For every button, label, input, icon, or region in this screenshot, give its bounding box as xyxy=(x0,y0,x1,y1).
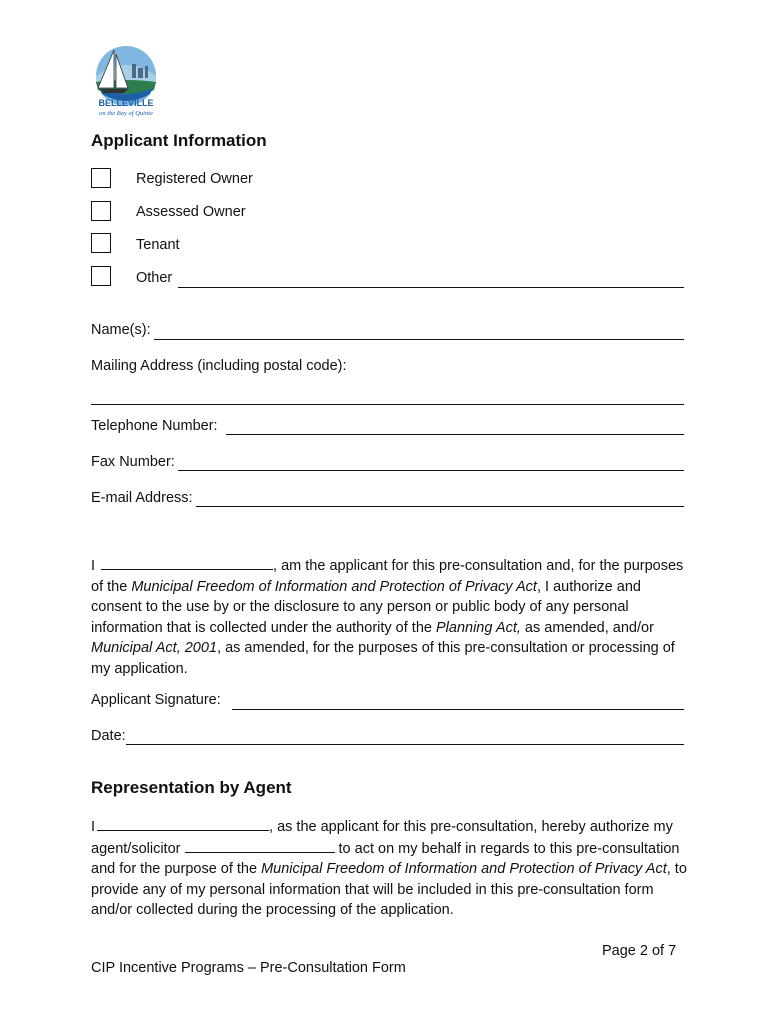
email-input-line[interactable] xyxy=(196,506,684,507)
agent-act: Municipal Freedom of Information and Protection of Privacy Act xyxy=(261,861,667,877)
consent-text-3: as amended, and/or xyxy=(520,619,654,636)
applicant-information-heading: Applicant Information xyxy=(91,131,267,150)
consent-text-1: , am the applicant for this pre-consultation and, for the purposes of the xyxy=(91,558,684,595)
agent-text-start: I xyxy=(91,819,96,835)
mailing-address-label: Mailing Address (including postal code): xyxy=(91,358,347,374)
consent-paragraph xyxy=(91,555,691,679)
agent-applicant-name-blank[interactable] xyxy=(97,816,269,831)
applicant-signature-input-line[interactable] xyxy=(232,709,684,710)
applicant-name-blank[interactable] xyxy=(101,555,273,570)
representation-by-agent-heading: Representation by Agent xyxy=(91,778,292,797)
belleville-logo xyxy=(88,44,164,120)
other-label: Other xyxy=(136,270,173,286)
names-label: Name(s): xyxy=(91,322,151,338)
agent-paragraph xyxy=(91,816,691,921)
consent-text-2: , I authorize and consent to the use by or the disclosure to any person or public body of any personal information that is collected under the authority of the xyxy=(91,578,641,636)
logo-tagline-text: on the Bay of Quinte xyxy=(99,110,153,117)
assessed-owner-checkbox[interactable] xyxy=(91,201,111,221)
agent-text-2: to act on my behalf in regards to this pre-consultation and for the purpose of the xyxy=(91,840,680,877)
sailboat-logo-icon xyxy=(88,44,164,120)
consent-act-2: Planning Act, xyxy=(435,619,521,636)
other-input-line[interactable] xyxy=(178,287,684,288)
applicant-signature-label: Applicant Signature: xyxy=(91,692,221,708)
telephone-label: Telephone Number: xyxy=(91,418,218,434)
consent-act-1: Municipal Freedom of Information and Protection of Privacy Act xyxy=(131,578,537,595)
names-input-line[interactable] xyxy=(154,339,684,340)
consent-text-start: I xyxy=(91,558,96,574)
tenant-label: Tenant xyxy=(136,237,180,253)
telephone-input-line[interactable] xyxy=(226,434,684,435)
assessed-owner-label: Assessed Owner xyxy=(136,204,246,220)
fax-label: Fax Number: xyxy=(91,454,175,470)
agent-text-3: , to provide any of my personal information that will be included in this pre-consultation form and/or collected during the processing of the application. xyxy=(91,861,687,918)
mailing-address-input-line[interactable] xyxy=(91,404,684,405)
tenant-checkbox[interactable] xyxy=(91,233,111,253)
email-label: E-mail Address: xyxy=(91,490,193,506)
other-checkbox[interactable] xyxy=(91,266,111,286)
agent-text-1: , as the applicant for this pre-consultation, hereby authorize my agent/solicitor xyxy=(91,819,673,857)
agent-solicitor-name-blank[interactable] xyxy=(185,838,335,853)
date-label: Date: xyxy=(91,728,126,744)
registered-owner-label: Registered Owner xyxy=(136,171,253,187)
page-number: Page 2 of 7 xyxy=(602,943,677,959)
logo-city-text: BELLEVILLE xyxy=(98,98,154,108)
fax-input-line[interactable] xyxy=(178,470,684,471)
date-input-line[interactable] xyxy=(126,744,684,745)
consent-act-3: Municipal Act, 2001 xyxy=(91,640,218,656)
registered-owner-checkbox[interactable] xyxy=(91,168,111,188)
consent-text-4: , as amended, for the purposes of this pre-consultation or processing of my application. xyxy=(91,640,675,677)
footer-title: CIP Incentive Programs – Pre-Consultation Form xyxy=(91,960,406,976)
